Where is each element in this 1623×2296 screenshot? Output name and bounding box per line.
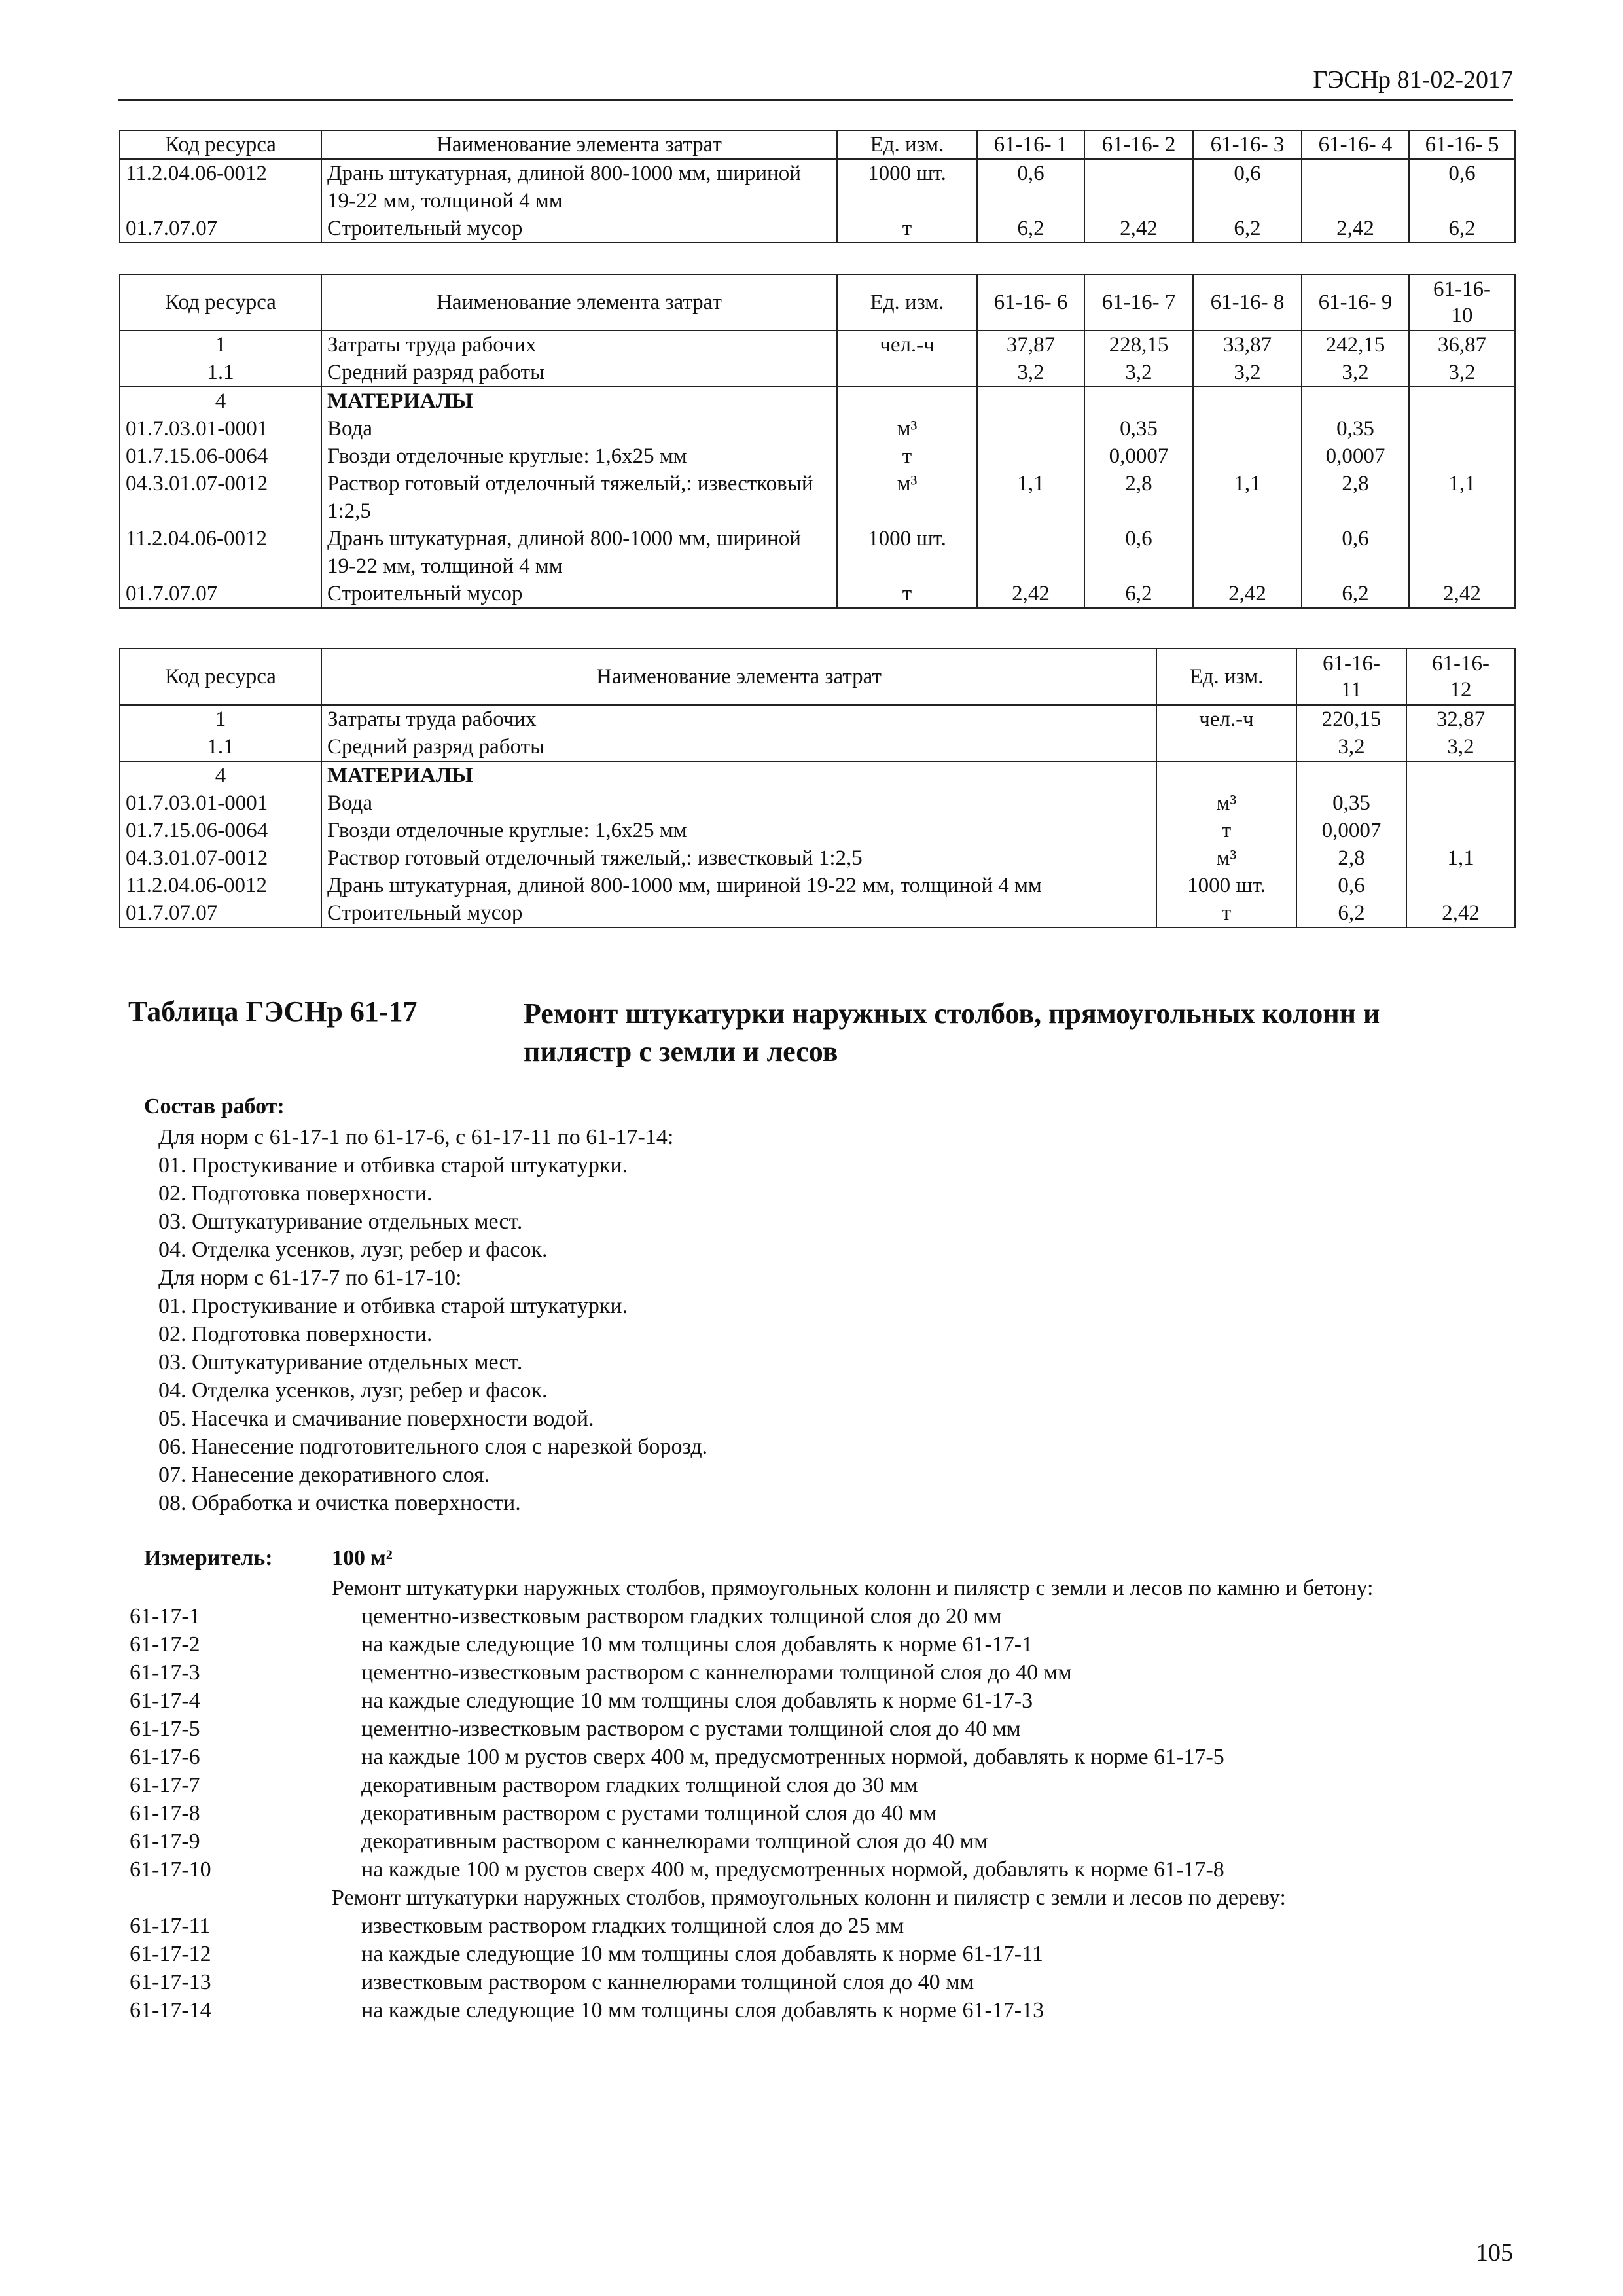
col-resource-code: Код ресурса: [120, 649, 321, 705]
cell-value: [1406, 872, 1515, 899]
table-row: [120, 872, 1515, 899]
table-row: [120, 899, 1515, 927]
norm-description: цементно-известковым раствором с рустами толщиной слоя до 40 мм: [361, 1717, 1021, 1741]
cell-value: 2,42: [1084, 215, 1193, 243]
cell-code: 11.2.04.06-0012: [120, 159, 321, 215]
col-norm: 61-16- 6: [977, 274, 1084, 331]
cell-value: 1,1: [1193, 470, 1302, 525]
cell-name: Средний разряд работы: [321, 733, 1156, 761]
cell-code: 01.7.03.01-0001: [120, 415, 321, 442]
work-step-line: 02. Подготовка поверхности.: [158, 1322, 433, 1346]
cell-value: 1,1: [1409, 470, 1515, 525]
norm-description: на каждые 100 м рустов сверх 400 м, предусмотренных нормой, добавлять к норме 61-17-5: [361, 1745, 1224, 1769]
table-row: [120, 761, 1515, 789]
cell-code: 01.7.07.07: [120, 899, 321, 927]
cell-unit: т: [837, 442, 977, 470]
norm-code: 61-17-1: [130, 1604, 200, 1628]
cell-unit: т: [837, 215, 977, 243]
cell-unit: 1000 шт.: [837, 525, 977, 580]
cell-value: [977, 387, 1084, 415]
work-step-line: 05. Насечка и смачивание поверхности водой.: [158, 1407, 594, 1431]
cell-unit: 1000 шт.: [837, 159, 977, 215]
cell-value: 2,8: [1302, 470, 1409, 525]
work-step-line: 07. Нанесение декоративного слоя.: [158, 1463, 490, 1487]
norm-code: 61-17-8: [130, 1801, 200, 1825]
table-row: [120, 844, 1515, 872]
col-norm: 61-16- 3: [1193, 130, 1302, 159]
cell-code: 1: [120, 331, 321, 359]
cell-value: 0,6: [1084, 525, 1193, 580]
norm-code: 61-17-13: [130, 1970, 211, 1994]
col-unit: Ед. изм.: [1156, 649, 1296, 705]
cell-value: 2,8: [1296, 844, 1406, 872]
cell-value: 0,6: [1193, 159, 1302, 215]
cell-value: 33,87: [1193, 331, 1302, 359]
norm-description: на каждые следующие 10 мм толщины слоя добавлять к норме 61-17-1: [361, 1632, 1033, 1657]
cell-name: Вода: [321, 789, 1156, 817]
work-step-line: 01. Простукивание и отбивка старой штукатурки.: [158, 1294, 628, 1318]
work-step-line: 03. Оштукатуривание отдельных мест.: [158, 1350, 523, 1374]
cell-value: 2,42: [1193, 580, 1302, 608]
cell-value: 3,2: [977, 359, 1084, 387]
cell-value: 3,2: [1084, 359, 1193, 387]
cell-code: 01.7.15.06-0064: [120, 817, 321, 844]
norm-code: 61-17-5: [130, 1717, 200, 1741]
col-norm: 61-16- 2: [1084, 130, 1193, 159]
cell-name: Вода: [321, 415, 837, 442]
cell-value: [1409, 525, 1515, 580]
cell-value: 0,6: [977, 159, 1084, 215]
page-header: [118, 65, 1513, 101]
norm-code: 61-17-3: [130, 1660, 200, 1685]
work-step-line: 03. Оштукатуривание отдельных мест.: [158, 1210, 523, 1234]
cell-value: 220,15: [1296, 705, 1406, 733]
cell-value: 2,42: [1406, 899, 1515, 927]
work-step-line: 04. Отделка усенков, лузг, ребер и фасок.: [158, 1378, 548, 1403]
cell-name: Дрань штукатурная, длиной 800-1000 мм, шириной 19-22 мм, толщиной 4 мм: [321, 159, 837, 215]
cell-code: 11.2.04.06-0012: [120, 525, 321, 580]
cell-unit: т: [837, 580, 977, 608]
cell-value: [1406, 817, 1515, 844]
cell-value: 36,87: [1409, 331, 1515, 359]
cell-value: [1302, 387, 1409, 415]
measure-value: 100 м²: [332, 1546, 393, 1570]
col-resource-code: Код ресурса: [120, 274, 321, 331]
table-row: [120, 359, 1515, 387]
cell-unit: чел.-ч: [1156, 705, 1296, 733]
cell-name: Средний разряд работы: [321, 359, 837, 387]
col-norm: [1406, 649, 1515, 705]
norm-description: цементно-известковым раствором гладких толщиной слоя до 20 мм: [361, 1604, 1002, 1628]
cell-value: 6,2: [977, 215, 1084, 243]
cell-value: 0,35: [1084, 415, 1193, 442]
table-row: [120, 159, 1515, 215]
cell-value: [1302, 159, 1409, 215]
cell-unit: 1000 шт.: [1156, 872, 1296, 899]
table-row: [120, 331, 1515, 359]
cell-value: [1084, 387, 1193, 415]
table-row: [120, 733, 1515, 761]
cell-name: Гвозди отделочные круглые: 1,6х25 мм: [321, 442, 837, 470]
norm-group-heading: Ремонт штукатурки наружных столбов, прямоугольных колонн и пилястр с земли и лесов по камню и бетону:: [332, 1576, 1374, 1600]
norm-description: известковым раствором с каннелюрами толщиной слоя до 40 мм: [361, 1970, 974, 1994]
cell-code: 04.3.01.07-0012: [120, 844, 321, 872]
table-row: [120, 705, 1515, 733]
cell-code: 01.7.03.01-0001: [120, 789, 321, 817]
col-norm-line2: 10: [1451, 304, 1473, 327]
cell-value: 0,6: [1409, 159, 1515, 215]
work-step-line: 01. Простукивание и отбивка старой штукатурки.: [158, 1153, 628, 1177]
cell-value: [1296, 761, 1406, 789]
cell-value: 1,1: [977, 470, 1084, 525]
cell-code: 4: [120, 761, 321, 789]
cell-code: 01.7.15.06-0064: [120, 442, 321, 470]
cell-value: 3,2: [1296, 733, 1406, 761]
norm-description: цементно-известковым раствором с каннелюрами толщиной слоя до 40 мм: [361, 1660, 1072, 1685]
cell-value: 3,2: [1409, 359, 1515, 387]
work-step-line: 06. Нанесение подготовительного слоя с нарезкой борозд.: [158, 1435, 708, 1459]
col-norm: [1409, 274, 1515, 331]
resource-table-2: [119, 274, 1516, 609]
norm-code: 61-17-14: [130, 1998, 211, 2022]
norm-code: 61-17-10: [130, 1857, 211, 1882]
cell-value: 32,87: [1406, 705, 1515, 733]
norm-code: 61-17-9: [130, 1829, 200, 1854]
measure-label: Измеритель:: [144, 1546, 273, 1570]
cell-value: 0,35: [1302, 415, 1409, 442]
table-row: [120, 789, 1515, 817]
cell-name: Дрань штукатурная, длиной 800-1000 мм, шириной 19-22 мм, толщиной 4 мм: [321, 872, 1156, 899]
col-element-name: Наименование элемента затрат: [321, 649, 1156, 705]
cell-unit: м³: [1156, 844, 1296, 872]
cell-value: 228,15: [1084, 331, 1193, 359]
cell-value: 0,0007: [1302, 442, 1409, 470]
col-norm: 61-16- 4: [1302, 130, 1409, 159]
cell-value: 0,35: [1296, 789, 1406, 817]
col-unit: Ед. изм.: [837, 130, 977, 159]
cell-value: [1406, 789, 1515, 817]
norm-description: на каждые следующие 10 мм толщины слоя добавлять к норме 61-17-3: [361, 1689, 1033, 1713]
norm-description: на каждые следующие 10 мм толщины слоя добавлять к норме 61-17-11: [361, 1942, 1043, 1966]
norm-code: 61-17-6: [130, 1745, 200, 1769]
cell-code: 01.7.07.07: [120, 215, 321, 243]
cell-unit: т: [1156, 817, 1296, 844]
cell-value: 242,15: [1302, 331, 1409, 359]
cell-value: 2,42: [1302, 215, 1409, 243]
cell-unit: чел.-ч: [837, 331, 977, 359]
norm-code: 61-17-12: [130, 1942, 211, 1966]
resource-table-1: [119, 130, 1516, 243]
norm-description: декоративным раствором с рустами толщиной слоя до 40 мм: [361, 1801, 937, 1825]
cell-value: 6,2: [1302, 580, 1409, 608]
cell-name: Строительный мусор: [321, 580, 837, 608]
cell-value: 2,42: [1409, 580, 1515, 608]
cell-value: 37,87: [977, 331, 1084, 359]
table-label: Таблица ГЭСНр 61-17: [128, 996, 418, 1028]
cell-value: [1193, 525, 1302, 580]
table-row: [120, 817, 1515, 844]
cell-value: [1406, 761, 1515, 789]
table-title: Ремонт штукатурки наружных столбов, прямоугольных колонн и пилястр с земли и лесов: [524, 997, 1380, 1067]
table-row: [120, 387, 1515, 415]
col-unit: Ед. изм.: [837, 274, 977, 331]
table-row: [120, 415, 1515, 442]
cell-value: [1193, 415, 1302, 442]
cell-value: 0,0007: [1296, 817, 1406, 844]
cell-value: 0,0007: [1084, 442, 1193, 470]
col-norm: 61-16- 9: [1302, 274, 1409, 331]
norm-description: декоративным раствором гладких толщиной слоя до 30 мм: [361, 1773, 918, 1797]
cell-unit: [1156, 733, 1296, 761]
col-norm-line1: 61-16-: [1432, 652, 1489, 675]
table-row: [120, 525, 1515, 580]
document-code: ГЭСНр 81-02-2017: [1313, 66, 1513, 94]
norm-code: 61-17-7: [130, 1773, 200, 1797]
table-row: [120, 442, 1515, 470]
page-number: 105: [1476, 2239, 1513, 2267]
cell-value: 3,2: [1302, 359, 1409, 387]
cell-name: Затраты труда рабочих: [321, 331, 837, 359]
col-norm-line1: 61-16-: [1323, 652, 1380, 675]
work-step-line: Для норм с 61-17-1 по 61-17-6, с 61-17-11 по 61-17-14:: [158, 1125, 674, 1149]
cell-value: 0,6: [1296, 872, 1406, 899]
cell-code: 04.3.01.07-0012: [120, 470, 321, 525]
col-norm-line1: 61-16-: [1433, 278, 1491, 301]
cell-name: МАТЕРИАЛЫ: [321, 761, 1156, 789]
norm-description: декоративным раствором с каннелюрами толщиной слоя до 40 мм: [361, 1829, 988, 1854]
cell-code: 11.2.04.06-0012: [120, 872, 321, 899]
cell-unit: [837, 387, 977, 415]
table-header-row: [120, 130, 1515, 159]
cell-name: Дрань штукатурная, длиной 800-1000 мм, шириной 19-22 мм, толщиной 4 мм: [321, 525, 837, 580]
cell-name: Строительный мусор: [321, 899, 1156, 927]
cell-value: 3,2: [1406, 733, 1515, 761]
table-row: [120, 215, 1515, 243]
work-step-line: 04. Отделка усенков, лузг, ребер и фасок.: [158, 1238, 548, 1262]
table-header-row: [120, 274, 1515, 331]
work-step-line: 02. Подготовка поверхности.: [158, 1181, 433, 1206]
cell-value: 6,2: [1296, 899, 1406, 927]
cell-value: 6,2: [1409, 215, 1515, 243]
table-header-row: [120, 649, 1515, 705]
resource-table-3: [119, 648, 1516, 928]
cell-value: 2,8: [1084, 470, 1193, 525]
col-norm: [1296, 649, 1406, 705]
col-norm-line2: 11: [1341, 678, 1362, 702]
cell-value: 6,2: [1084, 580, 1193, 608]
col-norm-line2: 12: [1450, 678, 1472, 702]
cell-value: [977, 525, 1084, 580]
cell-code: 1: [120, 705, 321, 733]
work-step-line: 08. Обработка и очистка поверхности.: [158, 1491, 521, 1515]
cell-unit: т: [1156, 899, 1296, 927]
cell-unit: м³: [837, 415, 977, 442]
cell-value: [1193, 387, 1302, 415]
cell-name: Строительный мусор: [321, 215, 837, 243]
cell-value: 0,6: [1302, 525, 1409, 580]
cell-value: 2,42: [977, 580, 1084, 608]
cell-value: 1,1: [1406, 844, 1515, 872]
norm-group-heading: Ремонт штукатурки наружных столбов, прямоугольных колонн и пилястр с земли и лесов по дереву:: [332, 1886, 1286, 1910]
cell-value: [977, 415, 1084, 442]
cell-value: [977, 442, 1084, 470]
norm-code: 61-17-4: [130, 1689, 200, 1713]
col-element-name: Наименование элемента затрат: [321, 130, 837, 159]
cell-value: [1193, 442, 1302, 470]
norm-description: на каждые следующие 10 мм толщины слоя добавлять к норме 61-17-13: [361, 1998, 1044, 2022]
table-row: [120, 580, 1515, 608]
cell-code: 4: [120, 387, 321, 415]
cell-unit: [837, 359, 977, 387]
cell-code: 1.1: [120, 359, 321, 387]
norm-description: на каждые 100 м рустов сверх 400 м, предусмотренных нормой, добавлять к норме 61-17-8: [361, 1857, 1224, 1882]
cell-unit: м³: [837, 470, 977, 525]
cell-name: Раствор готовый отделочный тяжелый,: известковый 1:2,5: [321, 470, 837, 525]
cell-unit: м³: [1156, 789, 1296, 817]
cell-value: 6,2: [1193, 215, 1302, 243]
cell-value: [1084, 159, 1193, 215]
norm-code: 61-17-2: [130, 1632, 200, 1657]
cell-value: 3,2: [1193, 359, 1302, 387]
cell-name: МАТЕРИАЛЫ: [321, 387, 837, 415]
col-norm: 61-16- 5: [1409, 130, 1515, 159]
col-resource-code: Код ресурса: [120, 130, 321, 159]
cell-name: Затраты труда рабочих: [321, 705, 1156, 733]
cell-name: Гвозди отделочные круглые: 1,6х25 мм: [321, 817, 1156, 844]
cell-name: Раствор готовый отделочный тяжелый,: известковый 1:2,5: [321, 844, 1156, 872]
cell-value: [1409, 442, 1515, 470]
work-composition-heading: Состав работ:: [144, 1094, 285, 1119]
work-step-line: Для норм с 61-17-7 по 61-17-10:: [158, 1266, 462, 1290]
cell-code: 01.7.07.07: [120, 580, 321, 608]
cell-unit: [1156, 761, 1296, 789]
col-norm: 61-16- 7: [1084, 274, 1193, 331]
cell-value: [1409, 387, 1515, 415]
cell-value: [1409, 415, 1515, 442]
col-norm: 61-16- 8: [1193, 274, 1302, 331]
col-norm: 61-16- 1: [977, 130, 1084, 159]
table-row: [120, 470, 1515, 525]
norm-code: 61-17-11: [130, 1914, 211, 1938]
norm-description: известковым раствором гладких толщиной слоя до 25 мм: [361, 1914, 904, 1938]
cell-code: 1.1: [120, 733, 321, 761]
col-element-name: Наименование элемента затрат: [321, 274, 837, 331]
